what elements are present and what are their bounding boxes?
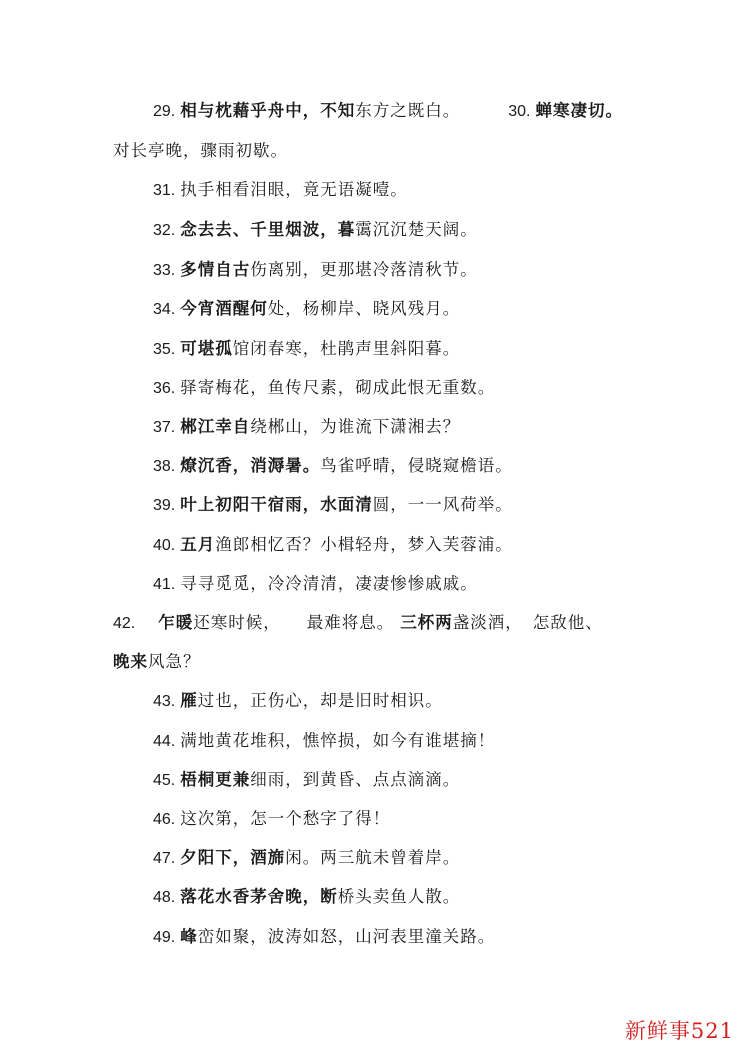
line-number: 39. (153, 497, 176, 514)
text-line (153, 419, 460, 436)
bold-text: 多情自古 (180, 260, 251, 279)
bold-text: 相与枕藉乎舟中， (180, 101, 321, 120)
text-line (153, 301, 460, 318)
text-line (113, 654, 201, 671)
poem-text: 还寒时候， (193, 613, 281, 632)
poem-text: 执手相看泪眼，竟无语凝噎。 (180, 180, 408, 199)
poem-text: 寻寻觅觅，冷冷清清，凄凄惨惨戚戚。 (180, 574, 478, 593)
text-line (153, 222, 478, 239)
poem-text: 峦如聚，波涛如怒，山河表里潼关路。 (197, 927, 496, 946)
bold-text: 夕阳下，酒旆 (180, 848, 286, 867)
line-number: 47. (153, 850, 176, 867)
line-number: 37. (153, 419, 176, 436)
bold-text: 可堪孤 (180, 339, 233, 358)
text-line (153, 889, 460, 906)
text-line (113, 143, 288, 160)
text-line (153, 380, 495, 397)
bold-text: 不知 (320, 101, 356, 120)
poem-text: 这次第，怎一个愁字了得！ (180, 809, 391, 828)
poem-text: 风急？ (148, 652, 201, 671)
poem-text: 渔郎相忆否？小楫轻舟，梦入芙蓉浦。 (215, 535, 513, 554)
text-line (153, 811, 390, 828)
line-number: 31. (153, 182, 176, 199)
poem-text: 盏淡酒， (452, 613, 523, 632)
poem-text: 桥头卖鱼人散。 (337, 887, 461, 906)
line-number: 34. (153, 301, 176, 318)
line-number: 49. (153, 929, 176, 946)
poem-text: 馆闭春寒，杜鹃声里斜阳暮。 (232, 339, 461, 358)
poem-text: 满地黄花堆积，憔悴损，如今有谁堪摘！ (180, 731, 496, 750)
bold-text: 三杯两 (400, 613, 453, 632)
bold-text: 叶上初阳干宿雨，水面清 (180, 495, 373, 514)
poem-text: 过也，正伤心，却是旧时相识。 (197, 691, 443, 710)
bold-text: 五月 (180, 535, 216, 554)
text-line (153, 537, 513, 554)
bold-text: 雁 (180, 691, 198, 710)
line-number: 38. (153, 458, 176, 475)
text-line (153, 850, 460, 867)
line-number: 48. (153, 889, 176, 906)
text-line (153, 182, 408, 199)
line-number: 40. (153, 537, 176, 554)
text-line (153, 103, 623, 120)
line-number: 33. (153, 262, 176, 279)
text-line (153, 341, 460, 358)
text-line (113, 615, 603, 632)
bold-text: 燎沉香，消溽暑。 (180, 456, 321, 475)
bold-text: 梧桐更兼 (180, 770, 251, 789)
bold-text: 晚来 (113, 652, 148, 671)
text-line (153, 733, 495, 750)
line-number: 32. (153, 222, 176, 239)
poem-text: 绕郴山，为谁流下潇湘去？ (250, 417, 461, 436)
bold-text: 念去去、千里烟波，暮 (180, 220, 356, 239)
line-number: 43. (153, 693, 176, 710)
poem-text: 对长亭晚，骤雨初歇。 (113, 141, 288, 160)
poem-text: 鸟雀呼晴，侵晓窥檐语。 (320, 456, 513, 475)
poem-text: 闲。两三航未曾着岸。 (285, 848, 461, 867)
line-number: 46. (153, 811, 176, 828)
bold-text: 今宵酒醒何 (180, 299, 268, 318)
poem-text: 驿寄梅花，鱼传尺素，砌成此恨无重数。 (180, 378, 496, 397)
text-line (153, 576, 478, 593)
line-number: 45. (153, 772, 176, 789)
line-number: 30. (508, 103, 531, 120)
bold-text: 乍暖 (158, 613, 194, 632)
poem-text: 处，杨柳岸、晓风残月。 (267, 299, 461, 318)
line-number: 41. (153, 576, 176, 593)
poem-text: 东方之既白。 (355, 101, 461, 120)
bold-text: 郴江幸自 (180, 417, 251, 436)
poem-text: 怎敌他、 (532, 613, 603, 632)
text-line (153, 262, 478, 279)
text-line (153, 497, 513, 514)
text-line (153, 929, 495, 946)
text-line (153, 693, 443, 710)
poem-text: 最难将息。 (306, 613, 395, 632)
line-number: 29. (153, 103, 176, 120)
line-number: 35. (153, 341, 176, 358)
poem-text: 霭沉沉楚天阔。 (355, 220, 478, 239)
text-line (153, 772, 460, 789)
line-number: 36. (153, 380, 176, 397)
poem-text: 细雨，到黄昏、点点滴滴。 (250, 770, 461, 789)
line-number: 44. (153, 733, 176, 750)
line-number: 42. (113, 615, 136, 632)
poem-text: 伤离别，更那堪冷落清秋节。 (250, 260, 478, 279)
watermark: 新鲜事521 (624, 1019, 734, 1043)
bold-text: 峰 (180, 927, 198, 946)
poem-text: 圆，一一风荷举。 (372, 495, 513, 514)
bold-text: 落花水香茅舍晚，断 (180, 887, 338, 906)
text-line (153, 458, 513, 475)
bold-text: 蝉寒凄切。 (535, 101, 623, 120)
